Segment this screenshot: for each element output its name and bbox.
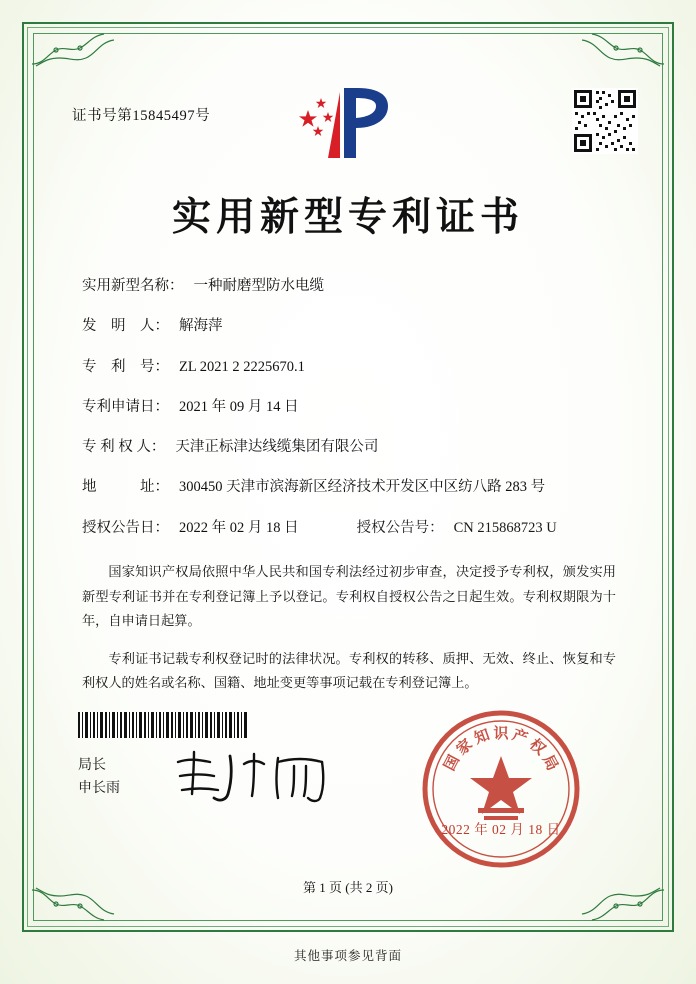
grant-number-value: CN 215868723 U	[453, 519, 557, 536]
field-value: ZL 2021 2 2225670.1	[179, 358, 305, 375]
svg-text:识: 识	[493, 726, 509, 742]
svg-text:家: 家	[454, 736, 476, 759]
svg-text:国: 国	[441, 752, 464, 774]
field-row	[82, 276, 634, 296]
paragraph: 国家知识产权局依照中华人民共和国专利法经过初步审查，决定授予专利权，颁发实用新型专利证书并在专利登记簿上予以登记。专利权自授权公告之日起生效。专利权期限为十年，自申请日起算。	[82, 564, 616, 628]
svg-text:知: 知	[472, 727, 492, 748]
field-label: 实用新型名称：	[82, 278, 184, 294]
field-value: 一种耐磨型防水电缆	[193, 278, 324, 294]
grant-row	[82, 518, 634, 538]
field-label: 专利申请日：	[82, 398, 169, 415]
field-row	[82, 357, 634, 377]
qr-code	[572, 88, 638, 154]
grant-date-value: 2022 年 02 月 18 日	[179, 519, 299, 536]
official-red-seal	[416, 704, 586, 874]
header-row	[52, 62, 644, 178]
page-title: 实用新型专利证书	[171, 196, 524, 239]
field-value: 解海萍	[179, 318, 223, 335]
field-label: 专 利 号：	[82, 358, 169, 375]
field-row	[82, 316, 634, 336]
field-value: 天津正标津达线缆集团有限公司	[175, 439, 379, 456]
handwritten-signature-icon	[170, 744, 350, 806]
paragraphs	[52, 560, 644, 695]
grant-number-label: 授权公告号：	[356, 519, 444, 536]
field-value: 300450 天津市滨海新区经济技术开发区中区纺八路 283 号	[179, 479, 546, 496]
paragraph: 专利证书记载专利权登记时的法律状况。专利权的转移、质押、无效、终止、恢复和专利权人的姓名或名称、国籍、地址变更等事项记载在专利登记簿上。	[82, 650, 616, 690]
signature-block	[78, 754, 120, 800]
barcode	[78, 712, 248, 738]
field-label: 专 利 权 人：	[82, 439, 166, 456]
fields-list	[52, 276, 644, 538]
field-label: 地 址：	[82, 479, 169, 496]
page-number: 第 1 页 (共 2 页)	[303, 880, 393, 895]
certificate-number: 证书号第15845497号	[72, 108, 211, 124]
field-row	[82, 477, 634, 497]
field-row	[82, 437, 634, 457]
grant-date-label: 授权公告日：	[82, 519, 169, 536]
field-value: 2021 年 09 月 14 日	[179, 398, 299, 415]
svg-text:产: 产	[510, 727, 530, 748]
bottom-section	[52, 710, 644, 895]
cnipa-logo-icon	[288, 82, 408, 164]
director-title-label: 局长	[78, 758, 106, 773]
field-row	[82, 397, 634, 417]
field-label: 发 明 人：	[82, 318, 169, 335]
svg-text:权: 权	[526, 736, 548, 759]
footer-note: 其他事项参见背面	[293, 949, 402, 963]
certificate-content	[52, 62, 644, 904]
svg-text:局: 局	[538, 752, 561, 774]
director-name: 申长雨	[78, 781, 120, 797]
seal-date: 2022 年 02 月 18 日	[441, 822, 561, 837]
